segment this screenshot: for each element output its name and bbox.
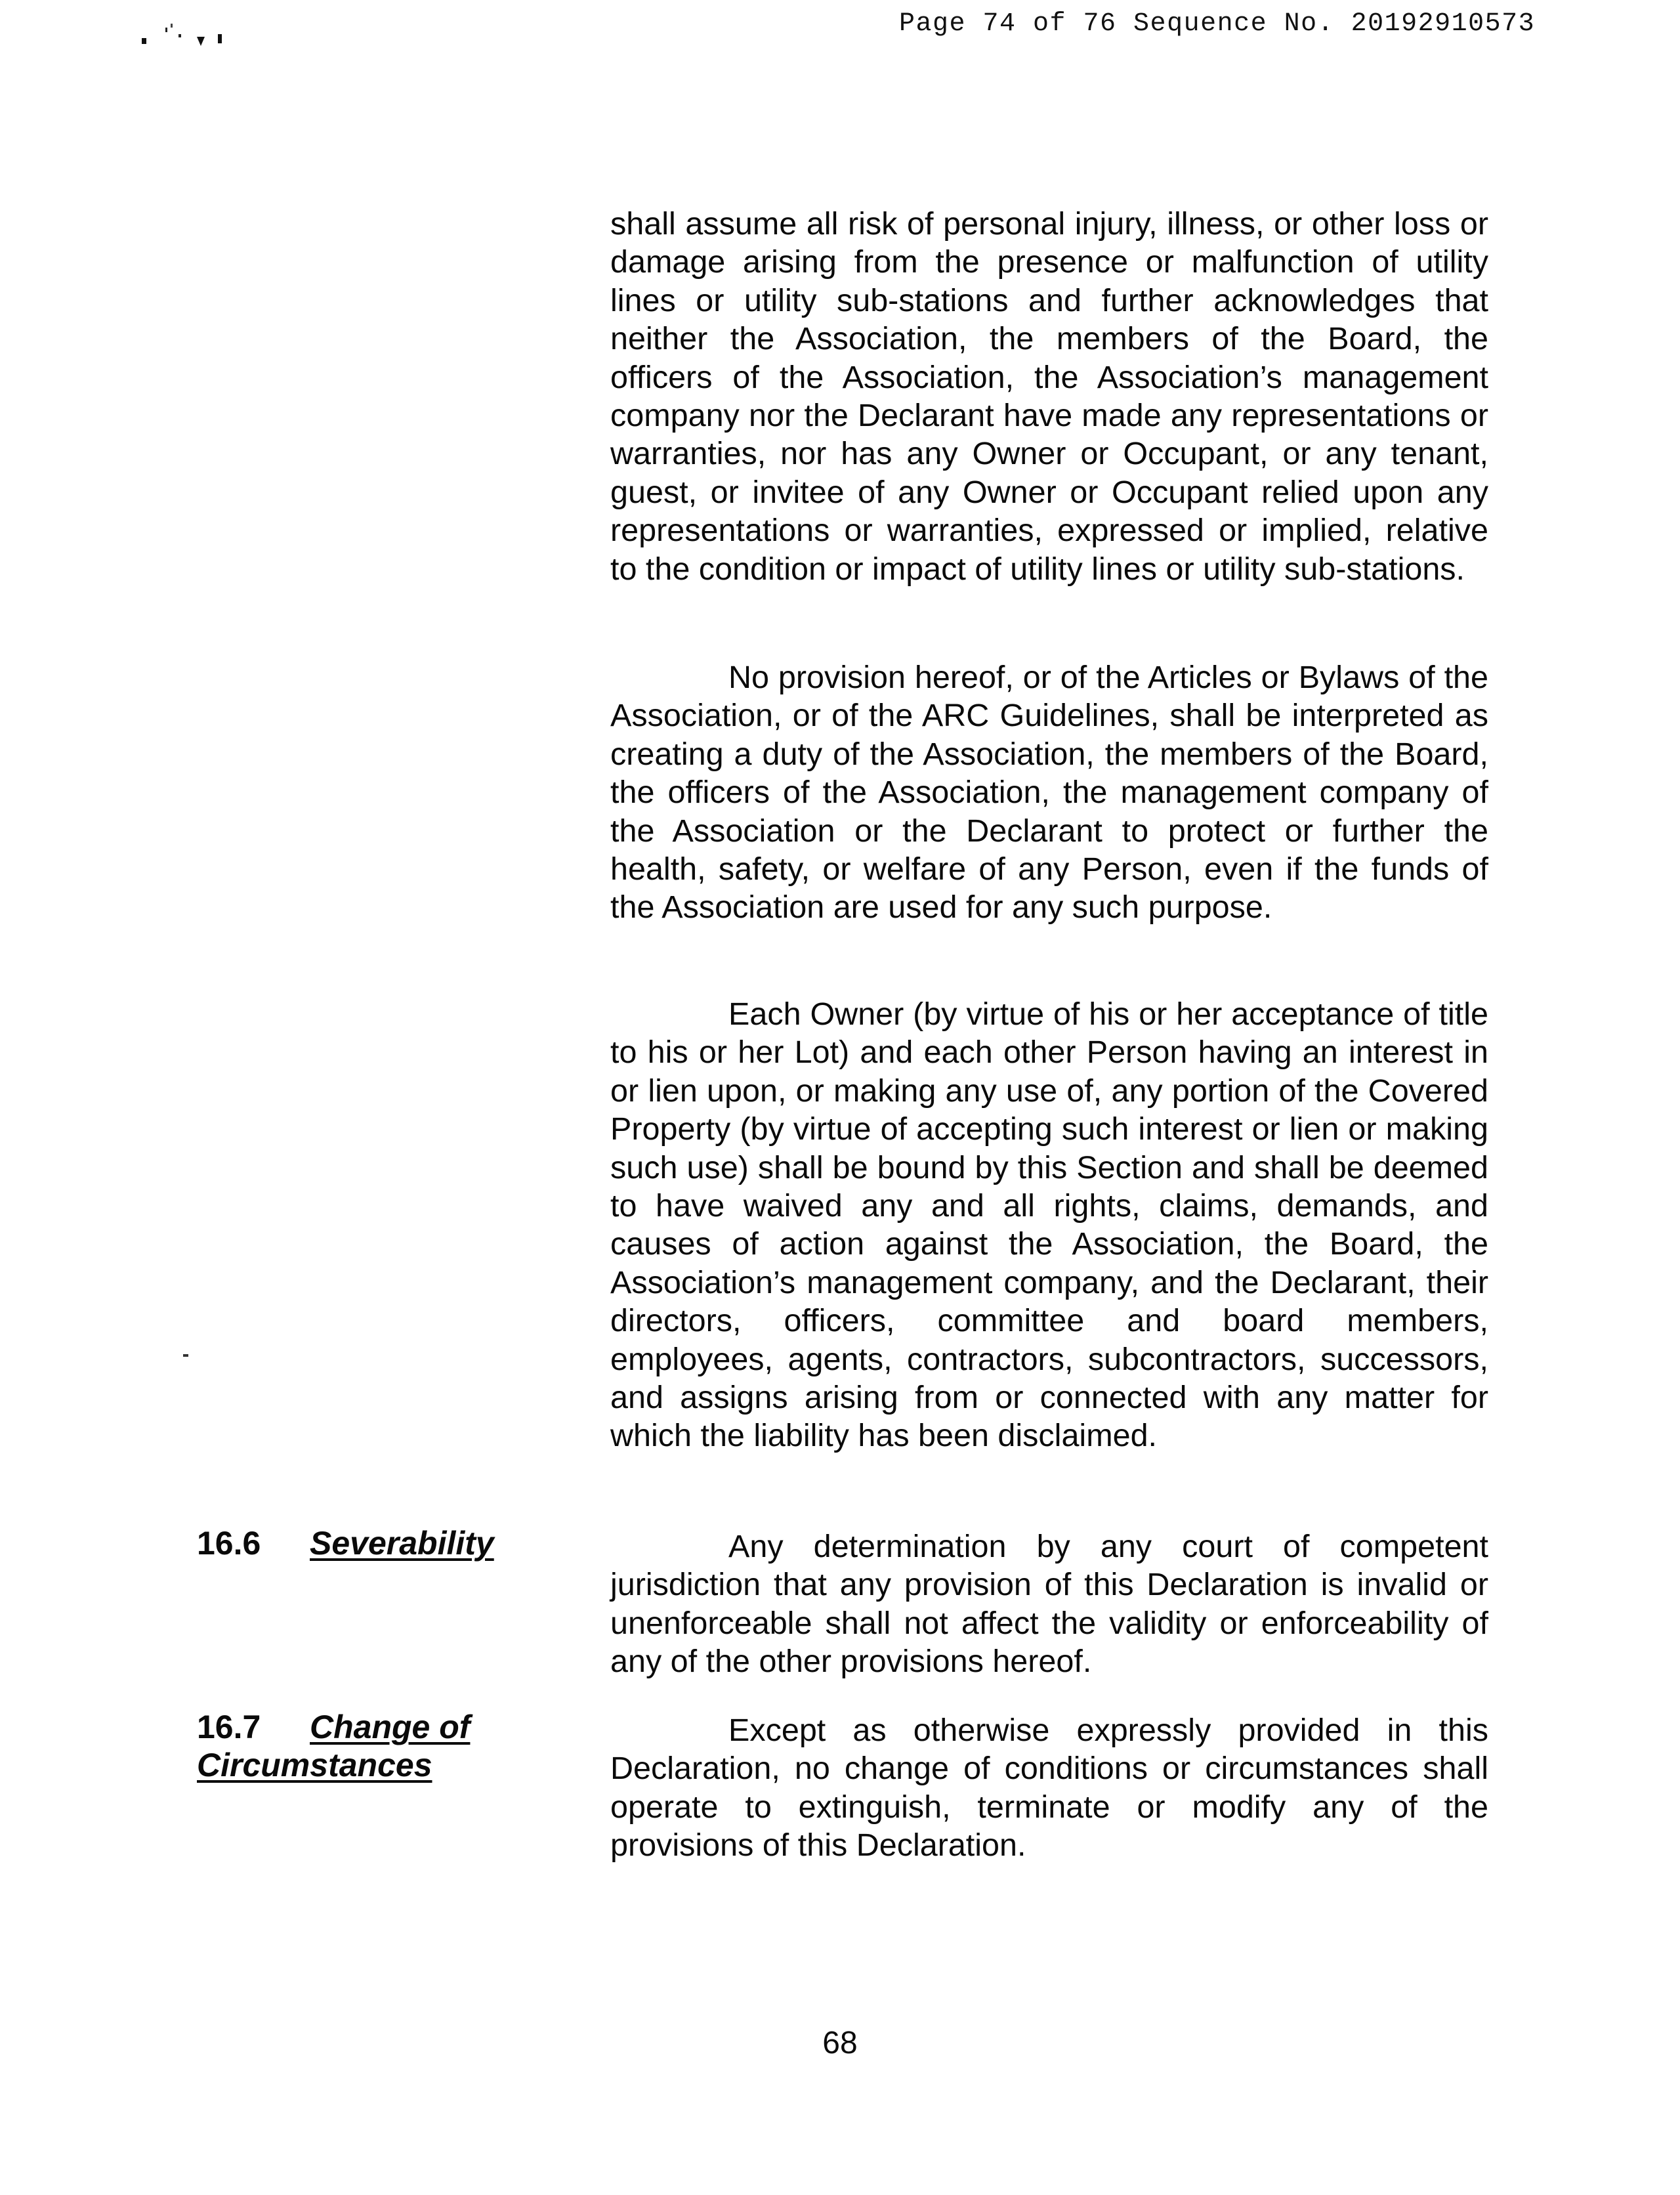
section-number: 16.7 [197,1709,261,1745]
page-sequence-header: Page 74 of 76 Sequence No. 20192910573 [899,9,1536,39]
section-title-line-2: Circumstances [197,1747,432,1783]
section-title-line-1: Change of [310,1709,471,1745]
body-paragraph-no-duty: No provision hereof, or of the Articles or Bylaws of the Association, or of the ARC Guidelines, shall be interpreted as creating a duty of the Association, the members of the Board, the officers of the Association, the management company of the Association or the Declarant to protect or further the health, safety, or welfare of any Person, even if the funds of the Association are used for any such purpose. [610,660,1488,926]
scan-mark [183,1354,188,1357]
body-paragraph-continued: shall assume all risk of personal injury, illness, or other loss or damage arising from the presence or malfunction of utility lines or utility sub-stations and further acknowledges that neither the Association, the members of the Board, the officers of the Association, the Association’s management company nor the Declarant have made any representations or warranties, nor has any Owner or Occupant, or any tenant, guest, or invitee of any Owner or Occupant relied upon any representations or warranties, expressed or implied, relative to the condition or impact of utility lines or utility sub-stations. [610,206,1488,587]
section-title: Severability [310,1525,494,1562]
section-number: 16.6 [197,1525,261,1562]
body-paragraph-waiver: Each Owner (by virtue of his or her acceptance of title to his or her Lot) and each other Person having an interest in or lien upon, or making any use of, any portion of the Covered Property (by virtue of accepting such interest or lien or making such use) shall be bound by this Section and shall be deemed to have waived any and all rights, claims, demands, and causes of action against the Association, the Board, the Association’s management company, and the Declarant, their directors, officers, committee and board members, employees, agents, contractors, subcontractors, successors, and assigns arising from or connected with any matter for which the liability has been disclaimed. [610,996,1488,1454]
section-heading-16-7 [197,1708,470,1784]
section-text-16-6: Any determination by any court of competent jurisdiction that any provision of this Declaration is invalid or unenforceable shall not affect the validity or enforceability of any of the other provisions hereof. [610,1529,1488,1680]
section-heading-16-6 [197,1524,494,1562]
page-number: 68 [822,2026,858,2060]
section-text-16-7: Except as otherwise expressly provided in this Declaration, no change of conditions or circumstances shall operate to extinguish, terminate or modify any of the provisions of this Declaration. [610,1713,1488,1864]
scan-specks [138,14,243,60]
